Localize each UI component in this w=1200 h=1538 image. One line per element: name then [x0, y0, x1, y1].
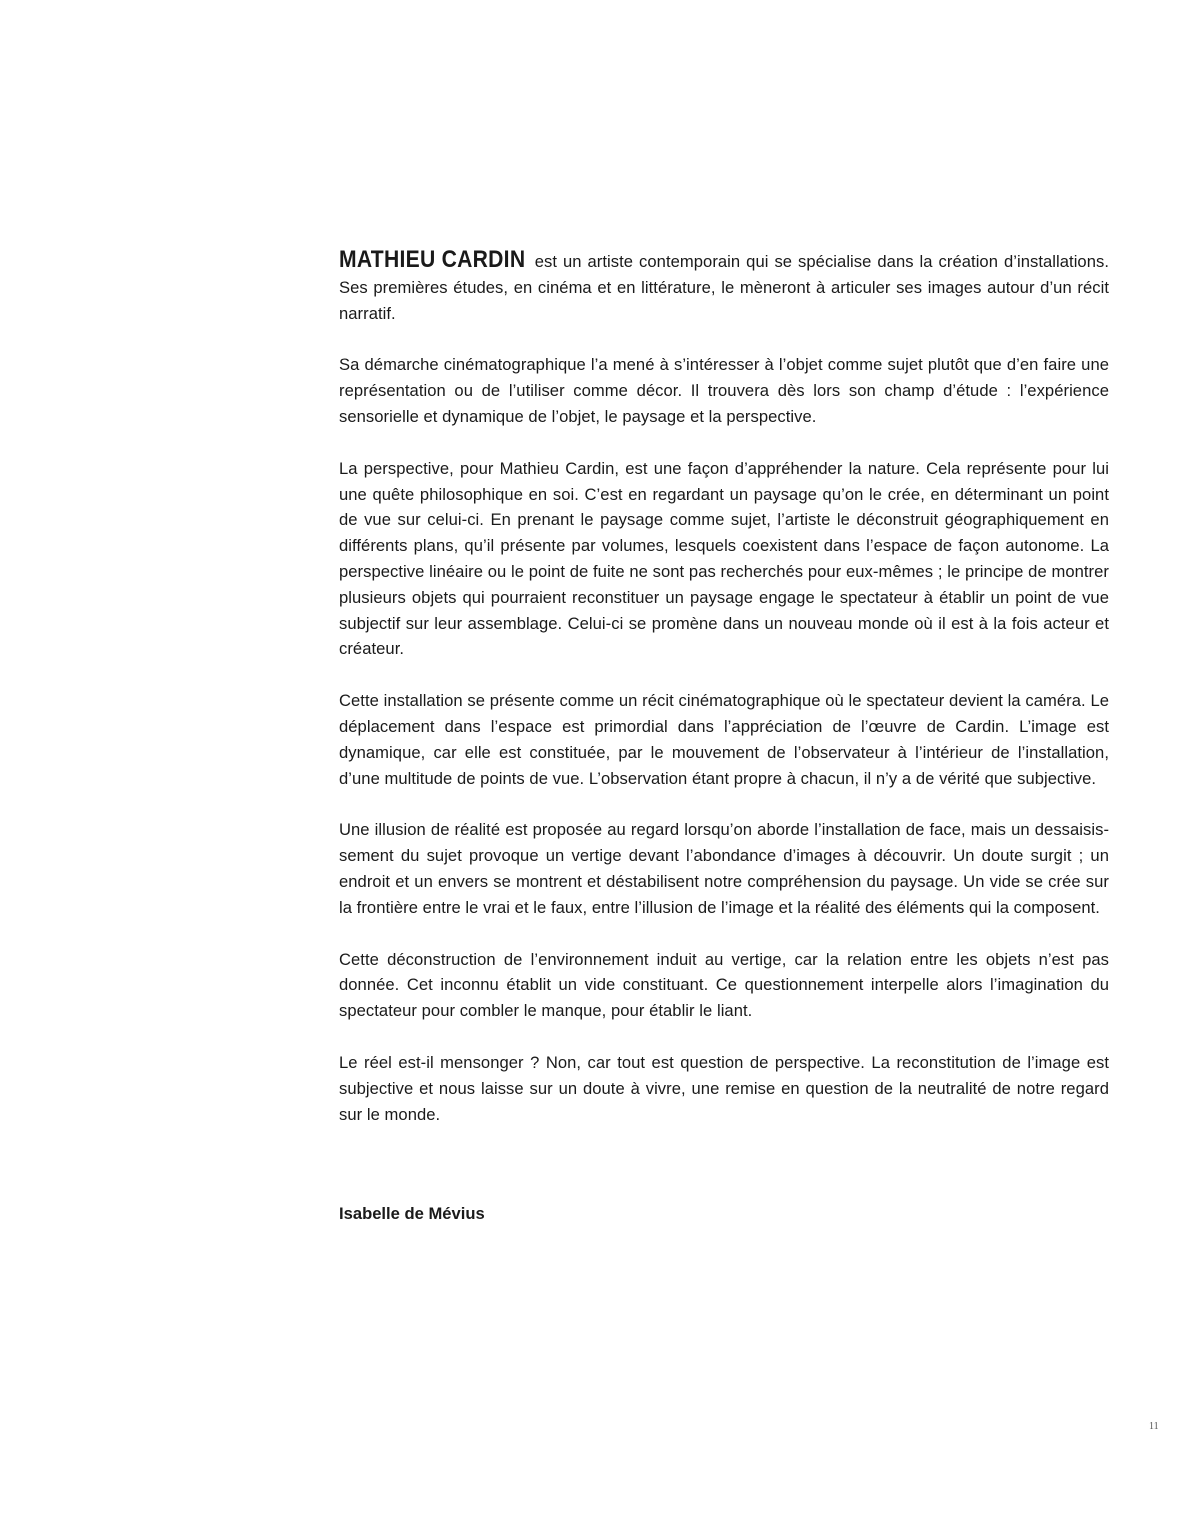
author-signature: Isabelle de Mévius [339, 1204, 485, 1223]
paragraph: La perspective, pour Mathieu Cardin, est une façon d’appréhender la nature. Cela représente pour lui une quête philosophique en soi. C’est en regardant un paysage qu’on le crée, en déterminant un point de vue sur celui-ci. En prenant le paysage comme sujet, l’artiste le déconstruit géographiquement en différents plans, qu’il présente par volumes, lesquels coexistent dans l’espace de façon autonome. La perspective linéaire ou le point de fuite ne sont pas recherchés pour eux-mêmes ; le principe de montrer plusieurs objets qui pourraient reconstituer un paysage engage le spectateur à établir un point de vue subjectif sur leur assemblage. Celui-ci se promène dans un nouveau monde où il est à la fois acteur et créateur. [339, 458, 1109, 659]
artist-name-heading: MATHIEU CARDIN [339, 246, 526, 273]
paragraph: Sa démarche cinématographique l’a mené à s’intéresser à l’objet comme sujet plutôt que d’en faire une représentation ou de l’utiliser comme décor. Il trouvera dès lors son champ d’étude : l’expérience sensorielle et dynamique de l’objet, le paysage et la perspective. [339, 355, 1109, 426]
paragraph: Le réel est-il mensonger ? Non, car tout est question de perspective. La reconstitution de l’image est subjective et nous laisse sur un doute à vivre, une remise en question de la neutralité de notre regard sur le monde. [339, 1052, 1109, 1124]
paragraph-intro [339, 246, 1109, 326]
paragraph: Une illusion de réalité est proposée au regard lorsqu’on aborde l’installation de face, mais un dessaisissement du sujet provoque un vertige devant l’abondance d’images à découvrir. Un doute surgit ; un endroit et un envers se montrent et déstabilisent notre compréhension du paysage. Un vide se crée sur la frontière entre le vrai et le faux, entre l’illusion de l’image et la réalité des éléments qui la composent. [339, 820, 1109, 917]
paragraph: Cette déconstruction de l’environnement induit au vertige, car la relation entre les objets n’est pas donnée. Cet inconnu établit un vide constituant. Ce questionnement interpelle alors l’imagination du spectateur pour combler le manque, pour établir le liant. [339, 949, 1109, 1021]
page-number: 11 [1149, 1421, 1159, 1432]
paragraph: Cette installation se présente comme un récit cinématographique où le spectateur devient la caméra. Le déplacement dans l’espace est primordial dans l’appréciation de l’œuvre de Cardin. L’image est dynamique, car elle est constituée, par le mouvement de l’observateur à l’intérieur de l’installation, d’une multitude de points de vue. L’observation étant propre à chacun, il n’y a de vérité que subjective. [339, 691, 1109, 788]
article-body [339, 246, 1109, 1153]
paragraph-intro-text: est un artiste contemporain qui se spécialise dans la création d’installations. Ses premières études, en cinéma et en littérature, le mèneront à articuler ses images autour d’un récit narratif. [339, 252, 1109, 323]
